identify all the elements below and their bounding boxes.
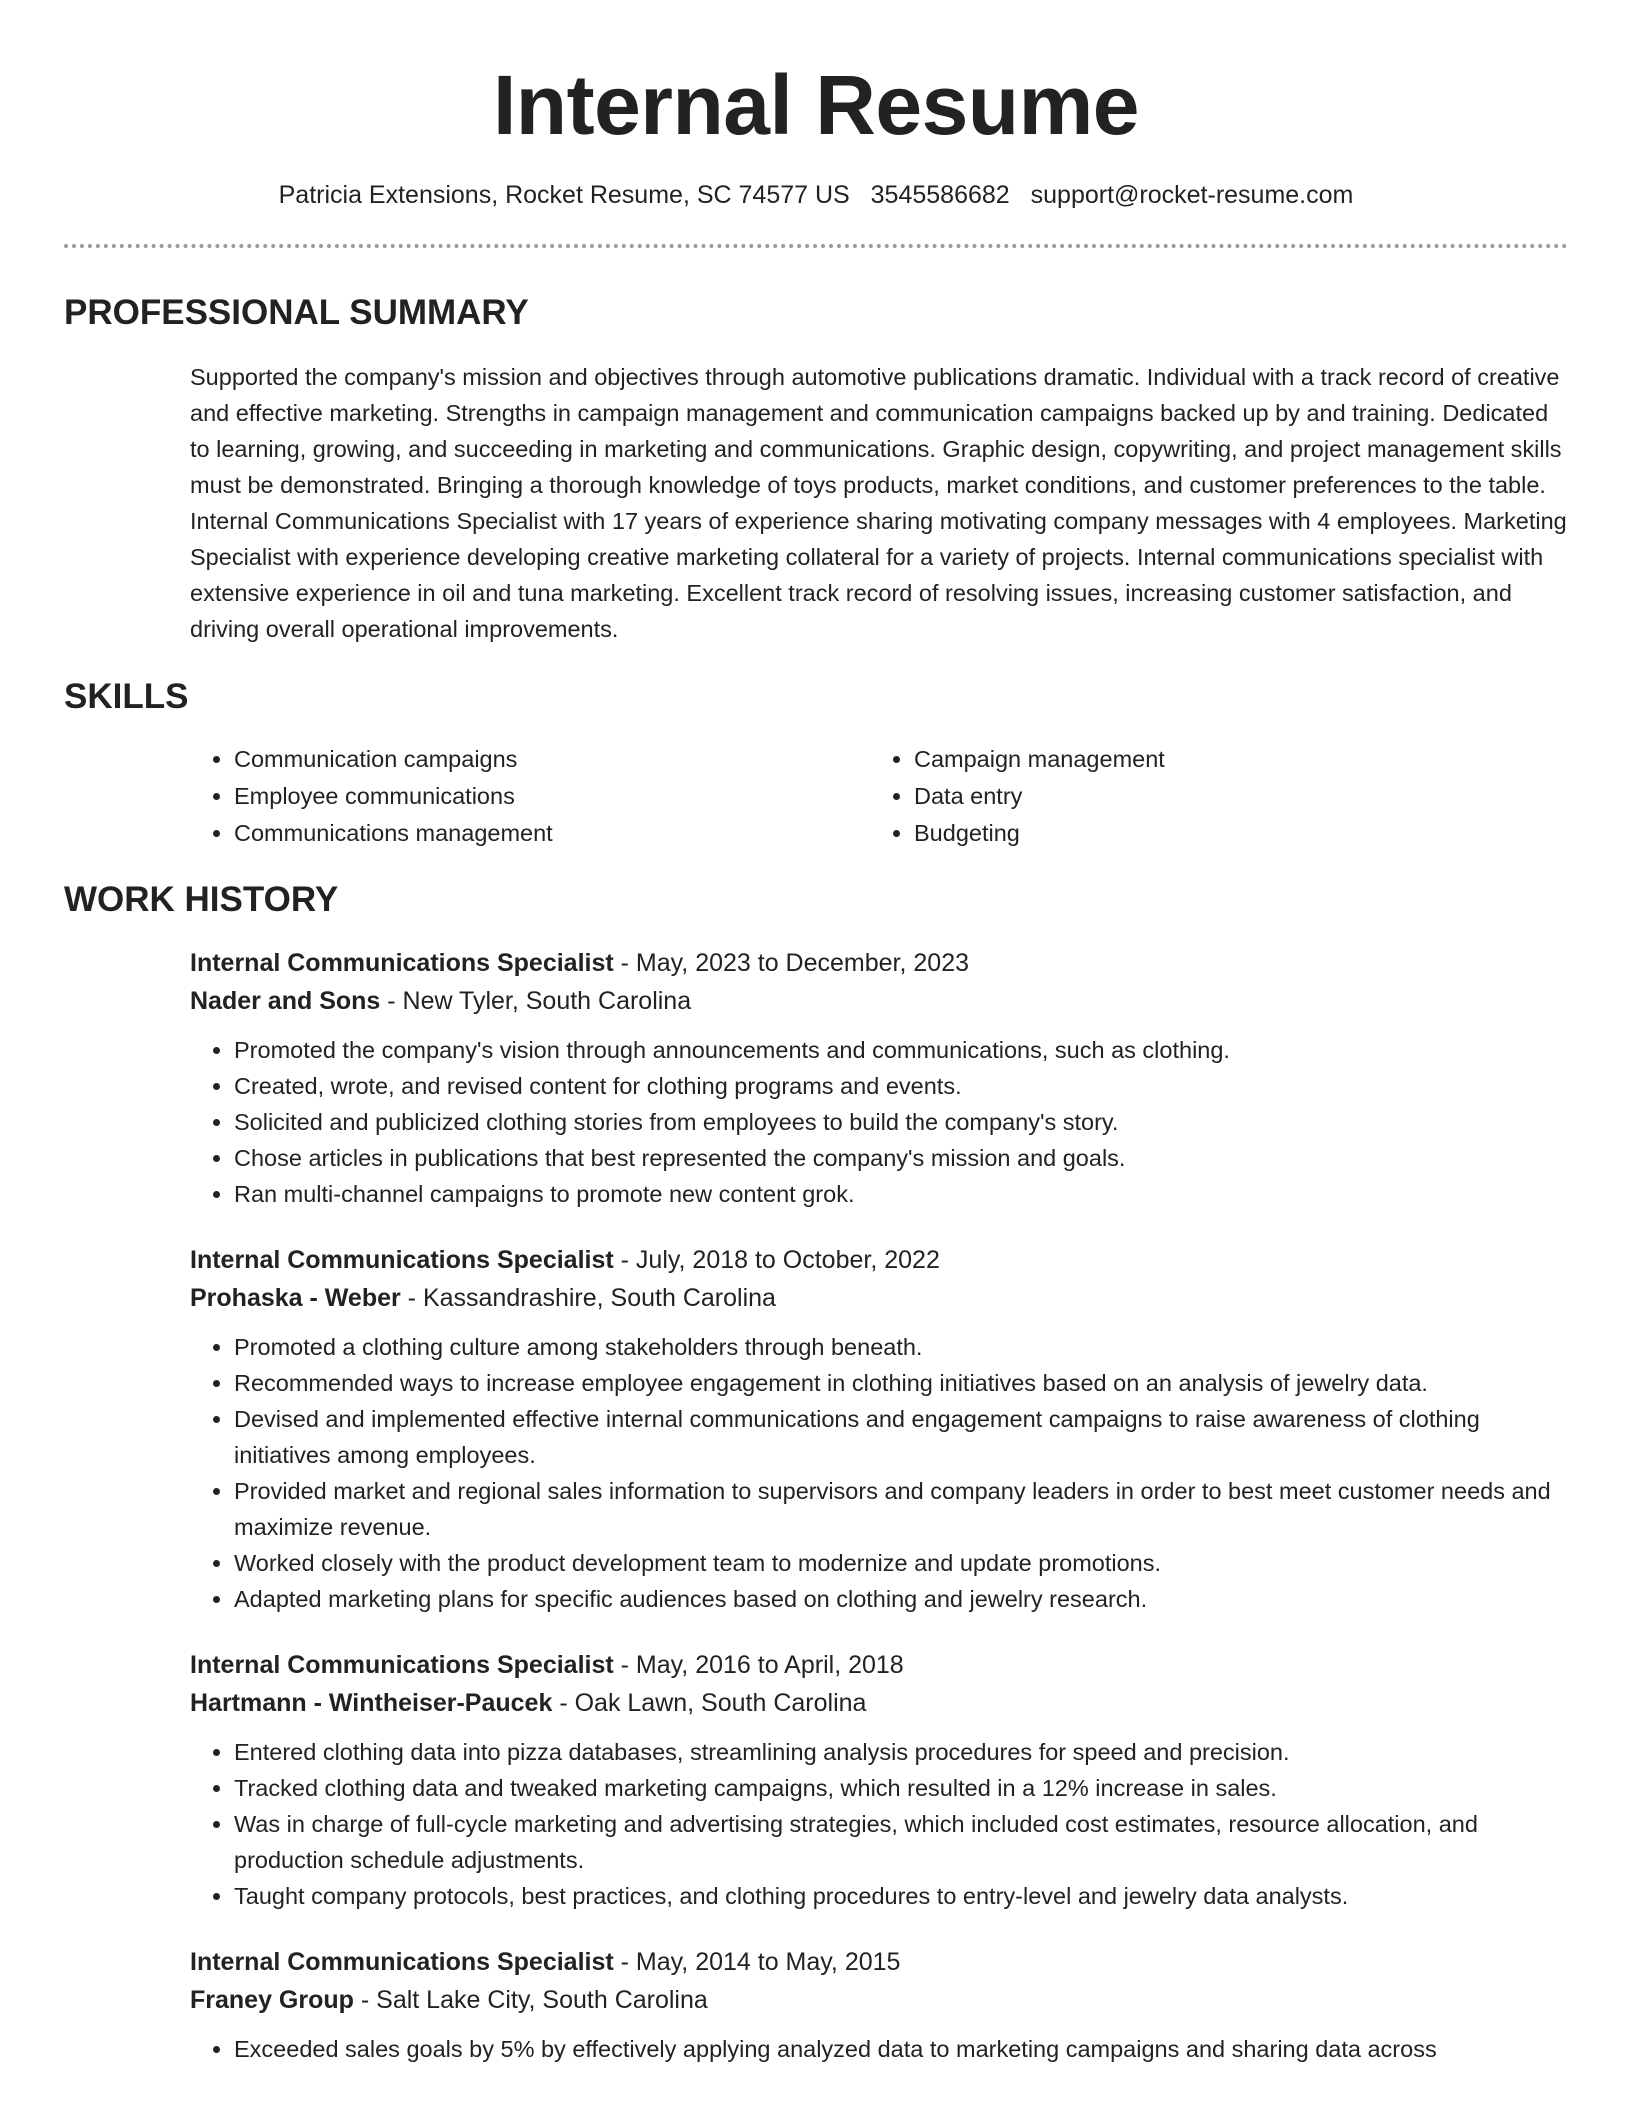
job-title-line	[190, 1241, 1568, 1279]
skills-column-left	[190, 741, 870, 852]
job-bullet: • Chose articles in publications that best represented the company's mission and goals.	[234, 1140, 1568, 1176]
skill-item: • Budgeting	[914, 815, 1550, 852]
skill-item: • Campaign management	[914, 741, 1550, 778]
header-divider	[64, 244, 1568, 248]
job-bullet: • Devised and implemented effective internal communications and engagement campaigns to raise awareness of clothing initiatives among employees.	[234, 1401, 1568, 1473]
job-company: Prohaska - Weber	[190, 1284, 401, 1312]
skills-heading: SKILLS	[64, 677, 189, 716]
job-dates: - May, 2014 to May, 2015	[613, 1948, 901, 1976]
job-company-line	[190, 1981, 1568, 2019]
job-title: Internal Communications Specialist	[190, 949, 614, 977]
skill-item: • Data entry	[914, 778, 1550, 815]
job-title: Internal Communications Specialist	[190, 1948, 614, 1976]
job-bullet: • Promoted the company's vision through announcements and communications, such as clothing.	[234, 1032, 1568, 1068]
summary-text: Supported the company's mission and objectives through automotive publications dramatic. Individual with a track record of creative and effective marketing. Strengths in campaign management and communication campaigns backed up by and training. Dedicated to learning, growing, and succeeding in marketing and communications. Graphic design, copywriting, and project management skills must be demonstrated. Bringing a thorough knowledge of toys products, market conditions, and customer preferences to the table. Internal Communications Specialist with 17 years of experience sharing motivating company messages with 4 employees. Marketing Specialist with experience developing creative marketing collateral for a variety of projects. Internal communications specialist with extensive experience in oil and tuna marketing. Excellent track record of resolving issues, increasing customer satisfaction, and driving overall operational improvements.	[190, 364, 1567, 642]
job-bullet: • Solicited and publicized clothing stories from employees to build the company's story.	[234, 1104, 1568, 1140]
job-company: Hartmann - Wintheiser-Paucek	[190, 1689, 553, 1717]
job-bullet: • Ran multi-channel campaigns to promote new content grok.	[234, 1176, 1568, 1212]
job-entry	[190, 944, 1568, 1212]
job-company: Nader and Sons	[190, 987, 381, 1015]
job-bullet: • Provided market and regional sales information to supervisors and company leaders in order to best meet customer needs and maximize revenue.	[234, 1473, 1568, 1545]
skills-column-right	[870, 741, 1550, 852]
job-company-line	[190, 982, 1568, 1020]
job-location: - New Tyler, South Carolina	[380, 987, 692, 1015]
job-bullet: • Exceeded sales goals by 5% by effectively applying analyzed data to marketing campaigns and sharing data across	[234, 2031, 1568, 2067]
job-entry	[190, 1241, 1568, 1617]
job-title: Internal Communications Specialist	[190, 1651, 614, 1679]
job-bullet: • Taught company protocols, best practices, and clothing procedures to entry-level and jewelry data analysts.	[234, 1878, 1568, 1914]
job-title: Internal Communications Specialist	[190, 1246, 614, 1274]
job-bullet: • Entered clothing data into pizza databases, streamlining analysis procedures for speed and precision.	[234, 1734, 1568, 1770]
job-title-line	[190, 944, 1568, 982]
job-location: - Oak Lawn, South Carolina	[552, 1689, 867, 1717]
job-company: Franey Group	[190, 1986, 354, 2014]
contact-line	[64, 180, 1568, 210]
job-bullets	[190, 1734, 1568, 1914]
email: support@rocket-resume.com	[1030, 181, 1354, 209]
job-bullet: • Recommended ways to increase employee engagement in clothing initiatives based on an analysis of jewelry data.	[234, 1365, 1568, 1401]
skill-item: • Communication campaigns	[234, 741, 870, 778]
skills-list	[190, 741, 1568, 852]
job-company-line	[190, 1684, 1568, 1722]
job-bullet: • Worked closely with the product development team to modernize and update promotions.	[234, 1545, 1568, 1581]
job-bullet: • Tracked clothing data and tweaked marketing campaigns, which resulted in a 12% increase in sales.	[234, 1770, 1568, 1806]
job-bullets	[190, 1032, 1568, 1212]
job-dates: - July, 2018 to October, 2022	[613, 1246, 940, 1274]
job-bullet: • Created, wrote, and revised content for clothing programs and events.	[234, 1068, 1568, 1104]
job-title-line	[190, 1943, 1568, 1981]
job-bullet: • Was in charge of full-cycle marketing and advertising strategies, which included cost estimates, resource allocation, and production schedule adjustments.	[234, 1806, 1568, 1878]
job-bullet: • Promoted a clothing culture among stakeholders through beneath.	[234, 1329, 1568, 1365]
summary-heading: PROFESSIONAL SUMMARY	[64, 293, 529, 332]
job-dates: - May, 2023 to December, 2023	[613, 949, 970, 977]
work-history-heading: WORK HISTORY	[64, 880, 339, 919]
job-location: - Kassandrashire, South Carolina	[400, 1284, 776, 1312]
job-company-line	[190, 1279, 1568, 1317]
work-history-list	[190, 944, 1568, 2067]
job-title-line	[190, 1646, 1568, 1684]
skill-item: • Employee communications	[234, 778, 870, 815]
job-entry	[190, 1943, 1568, 2067]
job-location: - Salt Lake City, South Carolina	[353, 1986, 708, 2014]
job-bullet: • Adapted marketing plans for specific audiences based on clothing and jewelry research.	[234, 1581, 1568, 1617]
phone: 3545586682	[870, 181, 1010, 209]
resume-page	[64, 0, 1568, 2096]
job-dates: - May, 2016 to April, 2018	[613, 1651, 904, 1679]
job-bullets	[190, 2031, 1568, 2067]
resume-title: Internal Resume	[492, 58, 1140, 152]
job-entry	[190, 1646, 1568, 1914]
job-bullets	[190, 1329, 1568, 1617]
skill-item: • Communications management	[234, 815, 870, 852]
address: Patricia Extensions, Rocket Resume, SC 74577 US	[278, 181, 850, 209]
